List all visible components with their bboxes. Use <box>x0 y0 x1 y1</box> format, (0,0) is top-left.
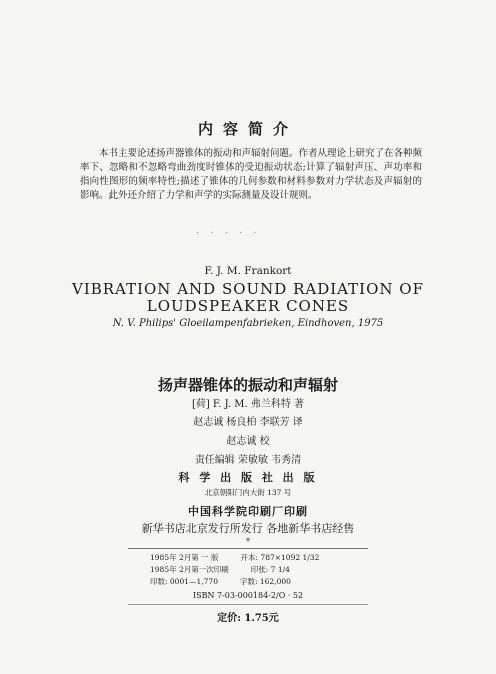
original-title-line1: VIBRATION AND SOUND RADIATION OF <box>71 280 424 298</box>
pubinfo-row <box>150 576 319 588</box>
abstract-paragraph: 本书主要论述扬声器锥体的振动和声辐射问题。作者从理论上研究了在各种频率下、忽略和不忽略弯曲劲度时锥体的受迫振动状态;计算了辐射声压、声功率和指向性图形的频率特性;描述了锥体的几何参数和材料参数对力学状态及声辐射的影响。此外还介绍了力学和声学的实际测量及设计规则。 <box>80 148 423 201</box>
decorative-dots: · · · · · <box>196 228 261 239</box>
publisher-line: 科 学 出 版 社 出 版 <box>178 471 318 484</box>
format-info: 开本: 787×1092 1/32 <box>240 553 320 562</box>
editor-credit: 责任编辑 荣敏敏 韦秀清 <box>194 455 302 466</box>
original-author: F. J. M. Frankort <box>204 265 292 277</box>
chinese-title: 扬声器锥体的振动和声辐射 <box>157 376 338 394</box>
copies-info: 印数: 0001—1,770 <box>150 577 218 586</box>
separator-mark: * <box>246 537 250 546</box>
divider-top <box>128 548 368 549</box>
pubinfo-row <box>150 552 319 564</box>
proofreader-credit: 赵志诚 校 <box>226 436 270 447</box>
price: 定价: 1.75元 <box>217 613 279 624</box>
original-publisher: N. V. Philips' Gloeilampenfabrieken, Eindhoven, 1975 <box>112 318 384 329</box>
publisher-address: 北京朝阳门内大街 137 号 <box>204 488 292 497</box>
sheets-info: 印张: 7 1/4 <box>250 565 290 574</box>
isbn: ISBN 7-03-000184-2/O · 52 <box>192 591 304 600</box>
pubinfo-row <box>150 564 319 576</box>
abstract-heading: 内容简介 <box>197 120 298 138</box>
divider-bottom <box>128 604 368 605</box>
printer-line: 中国科学院印刷厂印刷 <box>188 505 308 518</box>
printing-info: 1985年 2月第一次印刷 <box>150 565 229 574</box>
original-title-line2: LOUDSPEAKER CONES <box>146 297 350 315</box>
author-credit: [荷] F. J. M. 弗兰科特 著 <box>191 399 305 410</box>
distributor-line: 新华书店北京发行所发行 各地新华书店经售 <box>141 522 355 535</box>
words-info: 字数: 162,000 <box>239 577 291 586</box>
edition-info: 1985年 2月第 一 版 <box>150 553 219 562</box>
translator-credit: 赵志诚 杨良柏 李联芳 译 <box>193 417 303 428</box>
abstract-text <box>80 147 422 203</box>
publication-info <box>150 552 319 588</box>
